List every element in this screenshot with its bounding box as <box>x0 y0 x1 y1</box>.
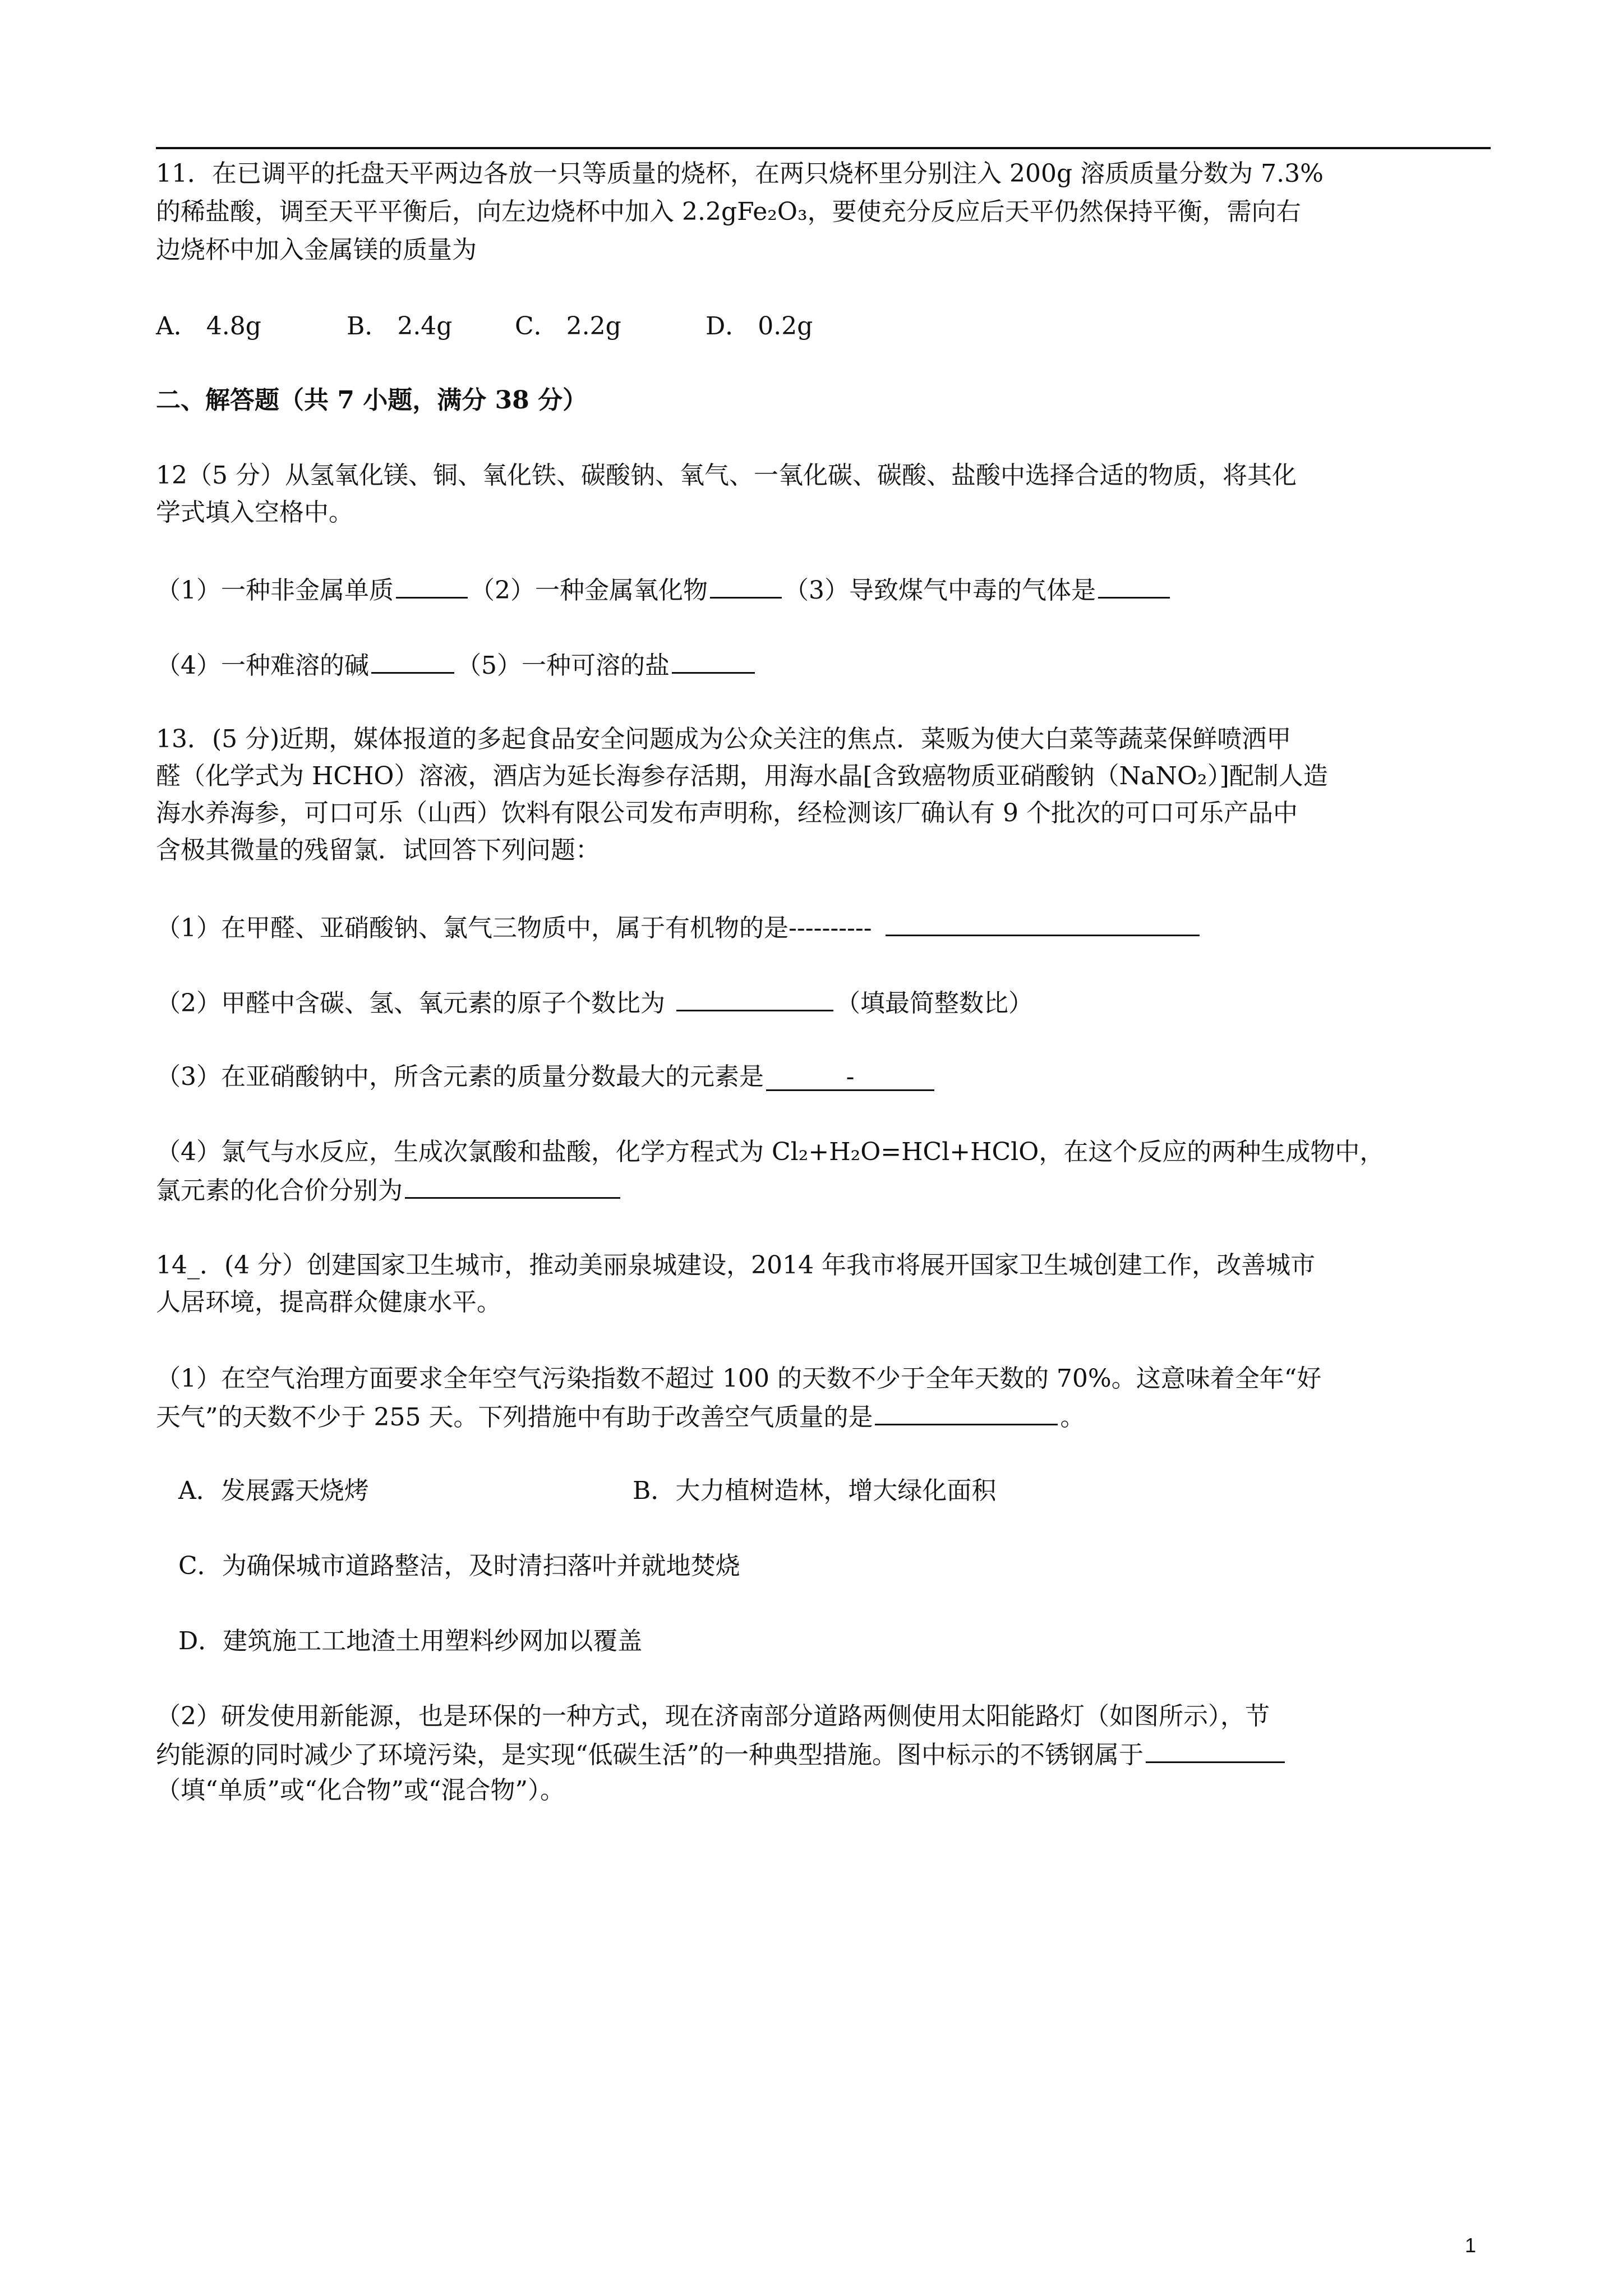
q12-line-1: 12（5 分）从氢氧化镁、铜、氧化铁、碳酸钠、氧气、一氧化碳、碳酸、盐酸中选择合适的物质，将其化 <box>156 461 1297 490</box>
q12-part-1: （1）一种非金属单质 <box>156 576 394 605</box>
q13-line-1: 13．(5 分)近期，媒体报道的多起食品安全问题成为公众关注的焦点．菜贩为使大白菜等蔬菜保鲜喷洒甲 <box>156 725 1292 753</box>
q13-sub-1 <box>156 910 1202 945</box>
q13-sub-1-text: （1）在甲醛、亚硝酸钠、氯气三物质中，属于有机物的是---------- <box>156 914 872 942</box>
q13-sub-3 <box>156 1060 937 1094</box>
q11-line-3: 边烧杯中加入金属镁的质量为 <box>156 236 477 264</box>
q11-line-2: 的稀盐酸，调至天平平衡后，向左边烧杯中加入 2.2gFe₂O₃，要使充分反应后天平仍然保持平衡，需向右 <box>156 197 1301 226</box>
q12-blank-2[interactable] <box>710 572 782 599</box>
q14-sub-1-line-1: （1）在空气治理方面要求全年空气污染指数不超过 100 的天数不少于全年天数的 70%。这意味着全年“好 <box>156 1364 1322 1393</box>
q14-sub-2-line-2 <box>156 1737 1287 1772</box>
q11-options <box>156 310 813 343</box>
q12-line-2: 学式填入空格中。 <box>156 498 353 527</box>
q13-line-4: 含极其微量的残留氯．试回答下列问题： <box>156 836 600 864</box>
q13-sub-4-text: 氯元素的化合价分别为 <box>156 1176 403 1205</box>
q13-blank-4[interactable] <box>405 1172 620 1199</box>
q12-parts-row-2 <box>156 647 757 683</box>
q12-parts-row-1 <box>156 572 1172 608</box>
q13-sub-3-text: （3）在亚硝酸钠中，所含元素的质量分数最大的元素是 <box>156 1062 764 1091</box>
q13-sub-4-line-1: （4）氯气与水反应，生成次氯酸和盐酸，化学方程式为 Cl₂+H₂O=HCl+HClO，在这个反应的两种生成物中， <box>156 1138 1385 1166</box>
q14-blank-1[interactable] <box>875 1399 1058 1425</box>
q14-sub-2-line-1: （2）研发使用新能源，也是环保的一种方式，现在济南部分道路两侧使用太阳能路灯（如图所示），节 <box>156 1702 1270 1731</box>
q12-part-5: （5）一种可溶的盐 <box>457 651 670 680</box>
q11-option-d: D． 0.2g <box>706 312 813 341</box>
q12-blank-5[interactable] <box>672 647 755 674</box>
q13-blank-2[interactable] <box>676 985 833 1011</box>
q13-sub-4-line-2 <box>156 1172 623 1208</box>
q14-option-c: C．为确保城市道路整洁，及时清扫落叶并就地焚烧 <box>178 1552 740 1580</box>
q13-sub-2-text: （2）甲醛中含碳、氢、氧元素的原子个数比为 <box>156 989 665 1018</box>
q12-blank-1[interactable] <box>396 572 468 599</box>
q12-part-4: （4）一种难溶的碱 <box>156 651 369 680</box>
q14-option-d: D．建筑施工工地渣土用塑料纱网加以覆盖 <box>178 1627 643 1655</box>
q12-blank-4[interactable] <box>371 647 454 674</box>
q14-options-row-1 <box>178 1474 996 1508</box>
q11-option-c: C． 2.2g <box>515 312 621 341</box>
q14-line-2: 人居环境，提高群众健康水平。 <box>156 1288 501 1317</box>
q11-option-b: B． 2.4g <box>347 312 453 341</box>
q14-sub-2-line-3: （填“单质”或“化合物”或“混合物”）。 <box>156 1776 565 1805</box>
section-heading: 二、解答题（共 7 小题，满分 38 分） <box>156 386 588 415</box>
q13-sub-2 <box>156 985 1033 1020</box>
q12-blank-3[interactable] <box>1098 572 1170 599</box>
q11-line-1: 11．在已调平的托盘天平两边各放一只等质量的烧杯，在两只烧杯里分别注入 200g 溶质质量分数为 7.3% <box>156 159 1324 188</box>
q13-blank-3[interactable]: - <box>766 1065 934 1091</box>
q12-part-3: （3）导致煤气中毒的气体是 <box>784 576 1096 605</box>
q13-sub-2-hint: （填最简整数比） <box>836 989 1033 1018</box>
page-number: 1 <box>1464 2234 1476 2257</box>
q13-line-3: 海水养海参，可口可乐（山西）饮料有限公司发布声明称，经检测该厂确认有 9 个批次的可口可乐产品中 <box>156 799 1298 827</box>
q14-sub-1-text: 天气”的天数不少于 255 天。下列措施中有助于改善空气质量的是 <box>156 1403 873 1432</box>
q13-line-2: 醛（化学式为 HCHO）溶液，酒店为延长海参存活期，用海水晶[含致癌物质亚硝酸钠（NaNO₂）]配制人造 <box>156 762 1328 790</box>
q14-sub-1-end: 。 <box>1060 1403 1085 1432</box>
q14-line-1: 14_．(4 分）创建国家卫生城市，推动美丽泉城建设，2014 年我市将展开国家卫生城创建工作，改善城市 <box>156 1251 1316 1280</box>
top-rule <box>156 147 1491 149</box>
q14-option-b: B．大力植树造林，增大绿化面积 <box>633 1476 997 1505</box>
q12-part-2: （2）一种金属氧化物 <box>470 576 708 605</box>
q11-option-a: A． 4.8g <box>156 312 261 341</box>
q14-option-a: A．发展露天烧烤 <box>178 1476 369 1505</box>
q14-blank-2[interactable] <box>1146 1737 1285 1763</box>
q14-sub-2-text: 约能源的同时减少了环境污染，是实现“低碳生活”的一种典型措施。图中标示的不锈钢属于 <box>156 1741 1144 1769</box>
q14-sub-1-line-2 <box>156 1399 1085 1434</box>
q13-blank-1[interactable] <box>886 910 1200 936</box>
